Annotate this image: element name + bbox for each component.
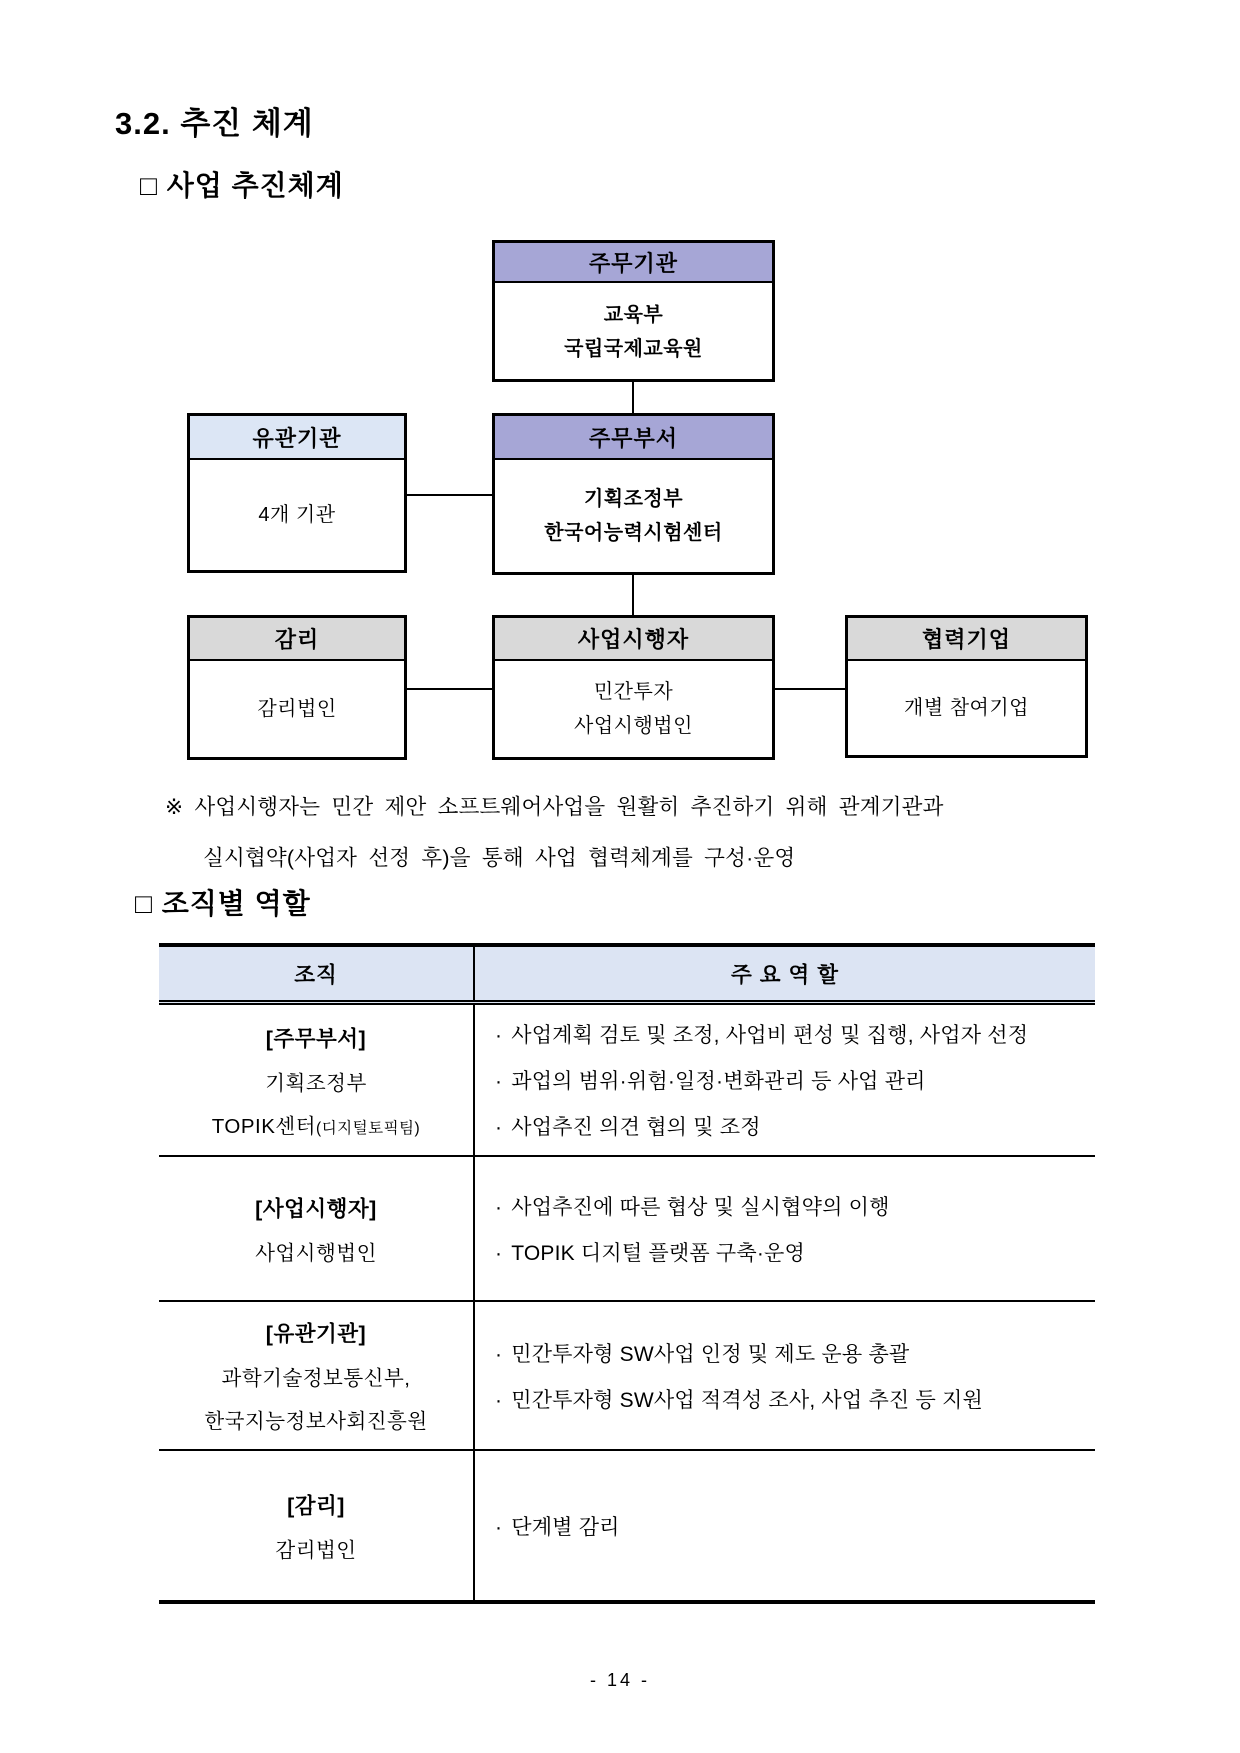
role-item <box>495 1511 1085 1541</box>
table-row <box>159 1157 1095 1302</box>
section-heading-promotion-system: □ 사업 추진체계 <box>140 170 344 201</box>
page-number: - 14 - <box>589 1670 650 1690</box>
bullet-glyph: · <box>495 1116 503 1139</box>
role-text: 사업계획 검토 및 조정, 사업비 편성 및 집행, 사업자 선정 <box>511 1024 1029 1047</box>
box-audit-title: 감리 <box>190 618 404 661</box>
org-cell <box>159 1302 475 1449</box>
roles-cell <box>475 1005 1095 1155</box>
org-line-sub: (디지털토픽팀) <box>316 1119 421 1137</box>
roles-cell <box>475 1451 1095 1600</box>
role-item <box>495 1191 1085 1221</box>
page-title: 3.2. 추진 체계 <box>115 106 314 141</box>
box-audit-body <box>190 661 404 757</box>
table-header-row <box>159 947 1095 1005</box>
box-partner-company-body <box>848 661 1085 755</box>
org-title: [주무부서] <box>265 1026 367 1051</box>
note-line: 실시협약(사업자 선정 후)을 통해 사업 협력체계를 구성·운영 <box>203 846 796 870</box>
connector-related-to-dept <box>407 494 492 496</box>
org-cell <box>159 1451 475 1600</box>
role-item <box>495 1019 1085 1049</box>
role-text: 단계별 감리 <box>511 1515 620 1539</box>
connector-vertical-top <box>632 382 634 413</box>
box-supervising-agency-title: 주무기관 <box>495 243 772 283</box>
note-line: ※ 사업시행자는 민간 제안 소프트웨어사업을 원활히 추진하기 위해 관계기관과 <box>165 795 944 819</box>
column-header-org: 조직 <box>159 947 475 1000</box>
box-line: 사업시행법인 <box>574 715 693 737</box>
role-text: 사업추진 의견 협의 및 조정 <box>511 1116 761 1139</box>
box-supervising-agency-body <box>495 283 772 380</box>
box-line: 감리법인 <box>257 698 337 720</box>
connector-vertical-mid <box>632 575 634 615</box>
role-text: 민간투자형 SW사업 적격성 조사, 사업 추진 등 지원 <box>511 1388 983 1412</box>
table-row <box>159 1302 1095 1451</box>
box-implementer-title: 사업시행자 <box>495 618 772 661</box>
role-item <box>495 1338 1085 1368</box>
box-implementer-body <box>495 661 772 757</box>
org-cell <box>159 1005 475 1155</box>
org-title: [감리] <box>287 1493 345 1518</box>
org-line: 한국지능정보사회진흥원 <box>204 1410 428 1433</box>
connector-implementer-to-partner <box>775 688 845 690</box>
connector-audit-to-implementer <box>407 688 492 690</box>
org-line: 감리법인 <box>275 1538 357 1562</box>
org-title: [사업시행자] <box>255 1196 377 1221</box>
box-supervising-dept-body <box>495 460 772 572</box>
box-supervising-dept <box>492 413 775 575</box>
org-line-main: TOPIK센터 <box>211 1114 317 1138</box>
org-line: 기획조정부 <box>265 1071 367 1095</box>
bullet-glyph: · <box>495 1070 503 1093</box>
org-line <box>212 1109 420 1139</box>
role-item <box>495 1237 1085 1267</box>
box-supervising-agency <box>492 240 775 382</box>
box-partner-company-title: 협력기업 <box>848 618 1085 661</box>
bullet-glyph: · <box>495 1024 503 1047</box>
org-line: 사업시행법인 <box>255 1241 377 1265</box>
org-title: [유관기관] <box>265 1322 367 1346</box>
org-cell <box>159 1157 475 1300</box>
role-item <box>495 1384 1085 1414</box>
box-related-agency-body <box>190 460 404 570</box>
box-line: 한국어능력시험센터 <box>544 522 723 544</box>
table-row <box>159 1451 1095 1600</box>
box-line: 교육부 <box>603 303 664 326</box>
role-item <box>495 1065 1085 1095</box>
role-text: 과업의 범위·위험·일정·변화관리 등 사업 관리 <box>511 1070 926 1093</box>
bullet-glyph: · <box>495 1195 503 1219</box>
section-heading-roles: □ 조직별 역할 <box>135 888 311 919</box>
roles-table <box>159 943 1095 1604</box>
box-line: 국립국제교육원 <box>564 337 703 360</box>
bullet-glyph: · <box>495 1241 503 1265</box>
bullet-glyph: · <box>495 1388 503 1412</box>
org-line: 과학기술정보통신부, <box>221 1367 411 1390</box>
box-partner-company <box>845 615 1088 758</box>
roles-cell <box>475 1302 1095 1449</box>
box-line: 개별 참여기업 <box>904 697 1029 719</box>
box-implementer <box>492 615 775 760</box>
role-text: 사업추진에 따른 협상 및 실시협약의 이행 <box>511 1195 890 1219</box>
role-text: 민간투자형 SW사업 인정 및 제도 운용 총괄 <box>511 1342 910 1366</box>
column-header-roles: 주 요 역 할 <box>731 963 839 987</box>
table-row <box>159 1005 1095 1157</box>
box-line: 기획조정부 <box>583 488 684 510</box>
box-related-agency-title: 유관기관 <box>190 416 404 460</box>
roles-cell <box>475 1157 1095 1300</box>
role-item <box>495 1111 1085 1141</box>
box-supervising-dept-title: 주무부서 <box>495 416 772 460</box>
box-audit <box>187 615 407 760</box>
role-text: TOPIK 디지털 플랫폼 구축·운영 <box>511 1241 805 1265</box>
box-related-agency <box>187 413 407 573</box>
diagram-note <box>165 782 1115 884</box>
bullet-glyph: · <box>495 1515 503 1539</box>
box-line: 민간투자 <box>593 681 674 703</box>
box-line: 4개 기관 <box>258 504 336 526</box>
bullet-glyph: · <box>495 1342 503 1366</box>
